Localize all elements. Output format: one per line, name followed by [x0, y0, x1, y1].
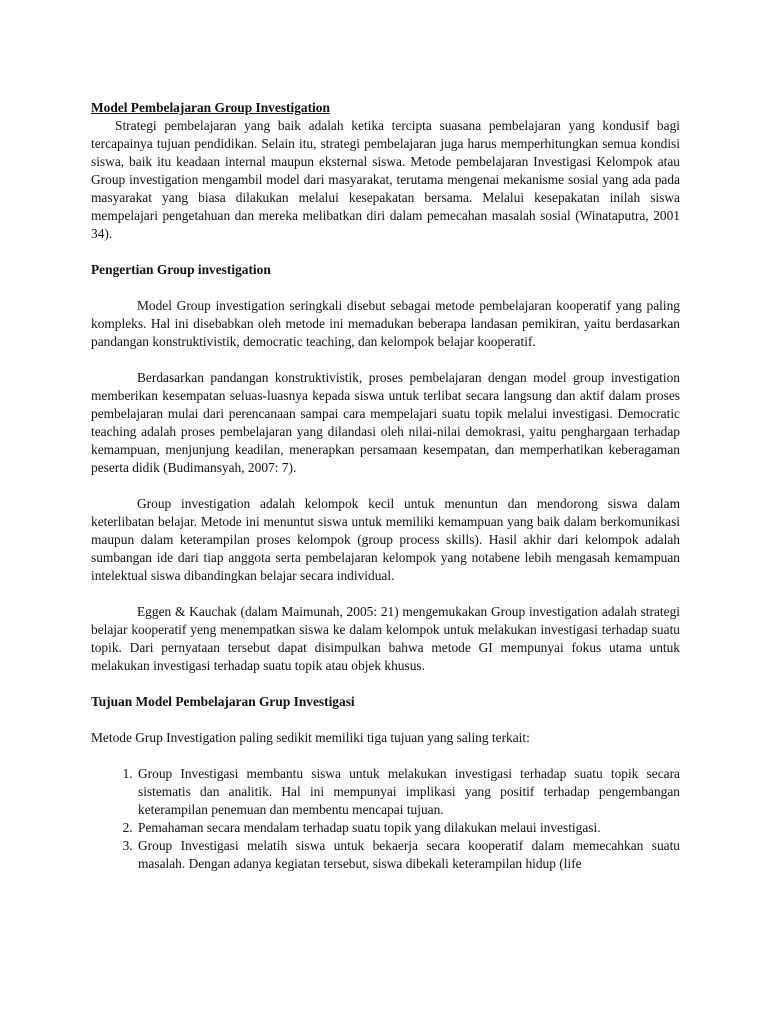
list-item: 3. Group Investigasi melatih siswa untuk bekaerja secara kooperatif dalam memecahkan suatu masalah. Dengan adanya kegiatan tersebut, siswa dibekali keterampilan hidup (life	[136, 837, 680, 873]
paragraph-2: Berdasarkan pandangan konstruktivistik, proses pembelajaran dengan model group investigation memberikan kesempatan seluas-luasnya kepada siswa untuk terlibat secara langsung dan aktif dalam proses pembelajaran mulai dari perencanaan sampai cara mempelajari suatu topik melalui investigasi. Democratic teaching adalah proses pembelajaran yang dilandasi oleh nilai-nilai demokrasi, yaitu penghargaan terhadap kemampuan, menjunjung keadilan, menerapkan persamaan kesempatan, dan memperhatikan keberagaman peserta didik (Budimansyah, 2007: 7).	[91, 370, 680, 475]
goals-list	[91, 765, 680, 873]
list-item: 1. Group Investigasi membantu siswa untuk melakukan investigasi terhadap suatu topik secara sistematis dan analitik. Hal ini mempunyai implikasi yang positif terhadap pengembangan keterampilan penemuan dan membentu mencapai tujuan.	[136, 765, 680, 819]
section-heading-model: Model Pembelajaran Group Investigation	[91, 100, 330, 115]
list-item: 2. Pemahaman secara mendalam terhadap suatu topik yang dilakukan melaui investigasi.	[136, 819, 680, 837]
paragraph-3: Group investigation adalah kelompok kecil untuk menuntun dan mendorong siswa dalam keterlibatan belajar. Metode ini menuntut siswa untuk memiliki kemampuan yang baik dalam berkomunikasi maupun dalam keterampilan proses kelompok (group process skills). Hasil akhir dari kelompok adalah sumbangan ide dari tiap anggota serta pembelajaran kelompok yang notabene lebih mengasah kemampuan intelektual siswa dibandingkan belajar secara individual.	[91, 496, 680, 583]
section-heading-tujuan: Tujuan Model Pembelajaran Grup Investigasi	[91, 694, 355, 709]
intro-paragraph: Strategi pembelajaran yang baik adalah ketika tercipta suasana pembelajaran yang kondusif bagi tercapainya tujuan pendidikan. Selain itu, strategi pembelajaran juga harus memperhitungkan semua kondisi siswa, baik itu keadaan internal maupun eksternal siswa. Metode pembelajaran Investigasi Kelompok atau Group investigation mengambil model dari masyarakat, terutama mengenai mekanisme sosial yang ada pada masyarakat yang biasa dilakukan melalui kesepakatan bersama. Melalui kesepakatan inilah siswa mempelajari pengetahuan dan mereka melibatkan diri dalam pemecahan masalah sosial (Winataputra, 2001 34).	[91, 118, 680, 241]
paragraph-1: Model Group investigation seringkali disebut sebagai metode pembelajaran kooperatif yang paling kompleks. Hal ini disebabkan oleh metode ini memadukan beberapa landasan pemikiran, yaitu berdasarkan pandangan konstruktivistik, democratic teaching, dan kelompok belajar kooperatif.	[91, 298, 680, 349]
paragraph-4: Eggen & Kauchak (dalam Maimunah, 2005: 21) mengemukakan Group investigation adalah strategi belajar kooperatif yeng menempatkan siswa ke dalam kelompok untuk melakukan investigasi terhadap suatu topik. Dari pernyataan tersebut dapat disimpulkan bahwa metode GI mempunyai fokus utama untuk melakukan investigasi terhadap suatu topik atau objek khusus.	[91, 604, 680, 673]
paragraph-5: Metode Grup Investigation paling sedikit memiliki tiga tujuan yang saling terkait:	[91, 730, 530, 745]
document-page	[91, 99, 680, 873]
section-heading-pengertian: Pengertian Group investigation	[91, 262, 271, 277]
